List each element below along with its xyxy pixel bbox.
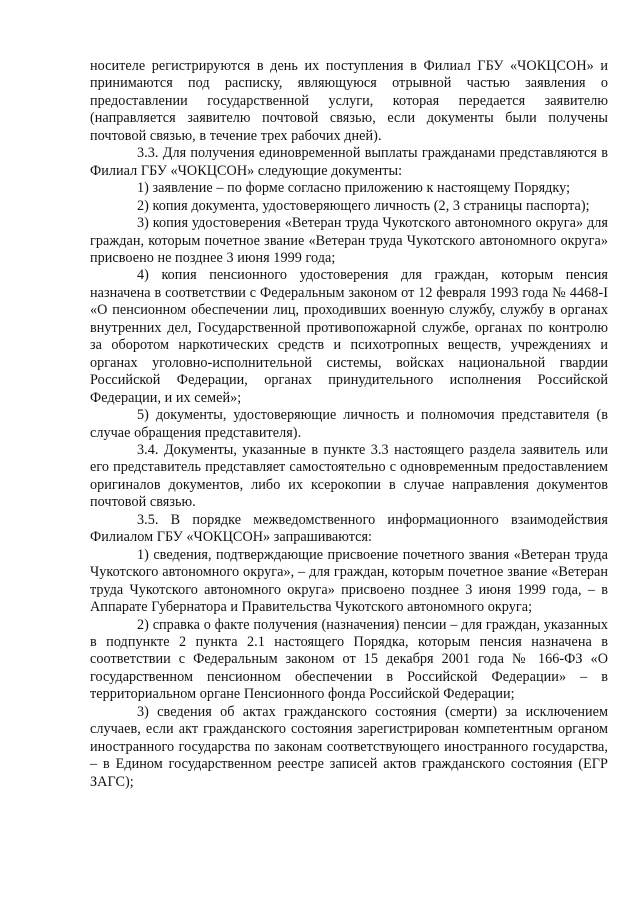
paragraph-documents-registration: носителе регистрируются в день их поступления в Филиал ГБУ «ЧОКЦСОН» и принимаются под расписку, являющуюся отрывной частью заявления о предоставлении государственной услуги, которая передается заявителю (направляется заявителю почтовой связью, если документы были получены почтовой связью, в течение трех рабочих дней).	[90, 58, 608, 144]
paragraph-3-3: 3.3. Для получения единовременной выплаты гражданами представляются в Филиал ГБУ «ЧОКЦСОН» следующие документы:	[90, 145, 608, 179]
list-item-3-5-1: 1) сведения, подтверждающие присвоение почетного звания «Ветеран труда Чукотского автономного округа», – для граждан, которым почетное звание «Ветеран труда Чукотского автономного округа» присвоено позднее 3 июня 1999 года, – в Аппарате Губернатора и Правительства Чукотского автономного округа;	[90, 546, 608, 616]
list-item-3-3-4: 4) копия пенсионного удостоверения для граждан, которым пенсия назначена в соответствии с Федеральным законом от 12 февраля 1993 года № 4468-I «О пенсионном обеспечении лиц, проходивших военную службу, службу в органах внутренних дел, Государственной противопожарной службе, органах по контролю за оборотом наркотических средств и психотропных веществ, учреждениях и органах уголовно-исполнительной системы, войсках национальной гвардии Российской Федерации, органах принудительного исполнения Российской Федерации, и их семей»;	[90, 267, 608, 406]
paragraph-3-5: 3.5. В порядке межведомственного информационного взаимодействия Филиалом ГБУ «ЧОКЦСОН» запрашиваются:	[90, 511, 608, 546]
list-item-3-3-5: 5) документы, удостоверяющие личность и полномочия представителя (в случае обращения представителя).	[90, 407, 608, 441]
list-item-3-3-1: 1) заявление – по форме согласно приложению к настоящему Порядку;	[137, 180, 571, 197]
list-item-3-5-3: 3) сведения об актах гражданского состояния (смерти) за исключением случаев, если акт гражданского состояния зарегистрирован компетентным органом иностранного государства по законам соответствующего иностранного государства, – в Едином государственном реестре записей актов гражданского состояния (ЕГР ЗАГС);	[90, 703, 608, 790]
list-item-3-5-2: 2) справка о факте получения (назначения) пенсии – для граждан, указанных в подпункте 2 пункта 2.1 настоящего Порядка, которым пенсия назначена в соответствии с Федеральным законом от 15 декабря 2001 года № 166-ФЗ «О государственном пенсионном обеспечении в Российской Федерации» – в территориальном органе Пенсионного фонда Российской Федерации;	[90, 616, 608, 703]
paragraph-3-4: 3.4. Документы, указанные в пункте 3.3 настоящего раздела заявитель или его представитель представляет самостоятельно с одновременным предоставлением оригиналов документов, либо их ксерокопии в случае направления документов почтовой связью.	[90, 441, 608, 511]
list-item-3-3-2: 2) копия документа, удостоверяющего личность (2, 3 страницы паспорта);	[137, 197, 590, 214]
list-item-3-3-3: 3) копия удостоверения «Ветеран труда Чукотского автономного округа» для граждан, которым почетное звание «Ветеран труда Чукотского автономного округа» присвоено не позднее 3 июня 1999 года;	[90, 215, 608, 266]
